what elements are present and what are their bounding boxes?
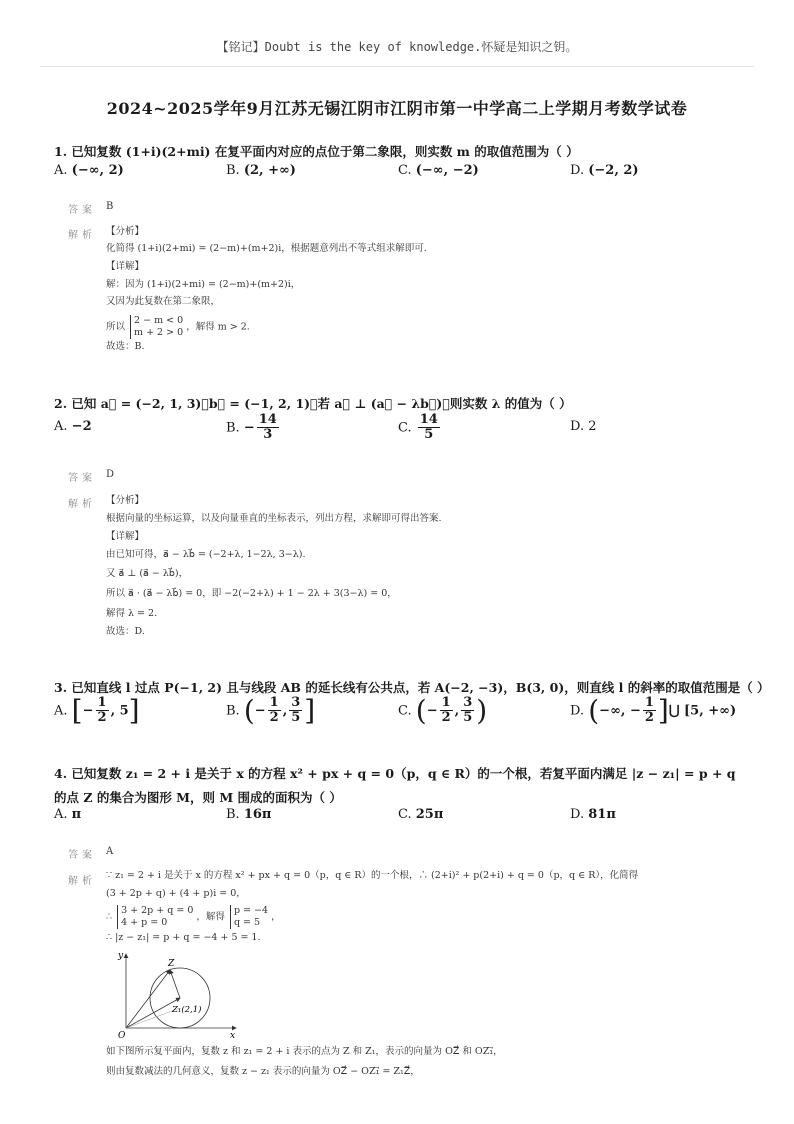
question-1-solution-line: 【分析】 bbox=[106, 226, 145, 237]
question-2-option-d: D. 2 bbox=[570, 419, 597, 434]
question-2-solution-line: 又 a⃗ ⊥ (a⃗ − λb⃗)， bbox=[106, 568, 189, 579]
question-1-option-d: D. (−2, 2) bbox=[570, 163, 639, 178]
vector-oz bbox=[126, 970, 170, 1028]
question-3-option-c: C. (− $\frac{1}{2}$ , $\frac{3}{5}$ ) bbox=[398, 693, 488, 727]
question-4-option-c: C. 25π bbox=[398, 807, 444, 822]
header-divider bbox=[40, 66, 754, 67]
question-2-solution-line: 根据向量的坐标运算，以及向量垂直的坐标表示，列出方程，求解即可得出答案. bbox=[106, 513, 442, 524]
question-1-solution-line: 【详解】 bbox=[106, 261, 145, 272]
question-2-option-b: B. − $\frac{14}{3}$ bbox=[226, 412, 277, 443]
x-axis-label: x bbox=[230, 1031, 236, 1040]
origin-label: O bbox=[118, 1031, 126, 1040]
question-4-stem: 4. 已知复数 z₁ = 2 + i 是关于 x 的方程 x² + px + q = 0（p，q ∈ R）的一个根，若复平面内满足 |z − z₁| = p + q 的点 Z 的集合为图形 M，则 M 围成的面积为（ ） bbox=[54, 766, 736, 805]
question-4-answer: A bbox=[106, 846, 114, 857]
question-3-option-b: B. (− $\frac{1}{2}$ , $\frac{3}{5}$ ] bbox=[226, 693, 316, 727]
question-1-stem: 1. 已知复数 (1+i)(2+mi) 在复平面内对应的点位于第二象限，则实数 m 的取值范围为（ ） bbox=[54, 144, 579, 159]
document-title: 2024~2025学年9月江苏无锡江阴市江阴市第一中学高二上学期月考数学试卷 bbox=[106, 99, 688, 118]
question-1-option-c: C. (−∞, −2) bbox=[398, 163, 479, 178]
question-3-option-a: A. [− $\frac{1}{2}$ , 5] bbox=[54, 693, 140, 727]
question-4-answer-label: 答案 bbox=[68, 850, 96, 861]
question-1-answer: B bbox=[106, 201, 114, 212]
question-4-solution-system: ∴ 3 + 2p + q = 0 4 + p = 0 ，解得 p = −4 q = 5 ， bbox=[106, 905, 281, 928]
question-2-solution-line: 解得 λ = 2. bbox=[106, 608, 158, 619]
question-1-analysis-label: 解析 bbox=[68, 230, 96, 241]
y-axis-label: y bbox=[118, 951, 124, 961]
question-1-solution-line: 化简得 (1+i)(2+mi) = (2−m)+(m+2)i，根据题意列出不等式组求解即可. bbox=[106, 243, 427, 254]
question-1-answer-label: 答案 bbox=[68, 205, 96, 216]
question-2-solution-line: 由已知可得，a⃗ − λb⃗ = (−2+λ, 1−2λ, 3−λ). bbox=[106, 549, 306, 560]
question-1-option-b: B. (2, +∞) bbox=[226, 163, 296, 178]
question-3-stem: 3. 已知直线 l 过点 P(−1, 2) 且与线段 AB 的延长线有公共点，若 A(−2, −3)，B(3, 0)，则直线 l 的斜率的取值范围是（ ） bbox=[54, 680, 770, 695]
complex-plane-figure bbox=[112, 948, 242, 1040]
question-4-solution-line: ∴ |z − z₁| = p + q = −4 + 5 = 1. bbox=[106, 932, 261, 943]
question-4-solution-line: 如下图所示复平面内，复数 z 和 z₁ = 2 + i 表示的点为 Z 和 Z₁，表示的向量为 OZ⃗ 和 OZ₁⃗， bbox=[106, 1046, 503, 1057]
question-4-option-d: D. 81π bbox=[570, 807, 616, 822]
question-1-solution-line: 故选：B. bbox=[106, 341, 145, 352]
question-1-solution-line: 解：因为 (1+i)(2+mi) = (2−m)+(m+2)i， bbox=[106, 279, 301, 290]
point-z1-label: Z₁(2,1) bbox=[172, 1005, 202, 1015]
question-4-solution-line: ∵ z₁ = 2 + i 是关于 x 的方程 x² + px + q = 0（p，q ∈ R）的一个根，∴ (2+i)² + p(2+i) + q = 0（p，q ∈ R），化简得 bbox=[106, 870, 639, 881]
question-2-answer: D bbox=[106, 469, 115, 480]
question-3-option-d: D. (−∞, − $\frac{1}{2}$ ]⋃ [5, +∞) bbox=[570, 693, 737, 727]
question-1-solution-line: 又因为此复数在第二象限， bbox=[106, 296, 221, 307]
point-z-label: Z bbox=[168, 959, 175, 969]
question-1-option-a: A. (−∞, 2) bbox=[54, 163, 124, 178]
question-2-solution-line: 故选：D. bbox=[106, 626, 145, 637]
question-2-solution-line: 所以 a⃗ · (a⃗ − λb⃗) = 0，即 −2(−2+λ) + 1 − 2λ + 3(3−λ) = 0， bbox=[106, 588, 397, 599]
question-4-solution-line: (3 + 2p + q) + (4 + p)i = 0， bbox=[106, 888, 246, 899]
question-2-option-a: A. −2 bbox=[54, 419, 92, 434]
question-2-solution-line: 【分析】 bbox=[106, 495, 145, 506]
question-2-analysis-label: 解析 bbox=[68, 499, 96, 510]
question-2-stem: 2. 已知 a⃗ = (−2, 1, 3)，b⃗ = (−1, 2, 1)，若 a⃗ ⊥ (a⃗ − λb⃗)，则实数 λ 的值为（ ） bbox=[54, 396, 572, 411]
question-2-option-c: C. $\frac{14}{5}$ bbox=[398, 412, 438, 443]
question-4-solution-line: 则由复数减法的几何意义，复数 z − z₁ 表示的向量为 OZ⃗ − OZ₁⃗ = Z₁Z⃗， bbox=[106, 1066, 420, 1077]
question-4-analysis-label: 解析 bbox=[68, 876, 96, 887]
question-1-solution-system: 所以 2 − m < 0 m + 2 > 0 ，解得 m > 2. bbox=[106, 315, 250, 338]
question-2-solution-line: 【详解】 bbox=[106, 531, 145, 542]
question-4-option-b: B. 16π bbox=[226, 807, 272, 822]
vector-z1z bbox=[170, 970, 180, 998]
question-2-answer-label: 答案 bbox=[68, 473, 96, 484]
question-4-option-a: A. π bbox=[54, 807, 82, 822]
header-motto: 【铭记】Doubt is the key of knowledge.怀疑是知识之钥。 bbox=[216, 40, 578, 54]
